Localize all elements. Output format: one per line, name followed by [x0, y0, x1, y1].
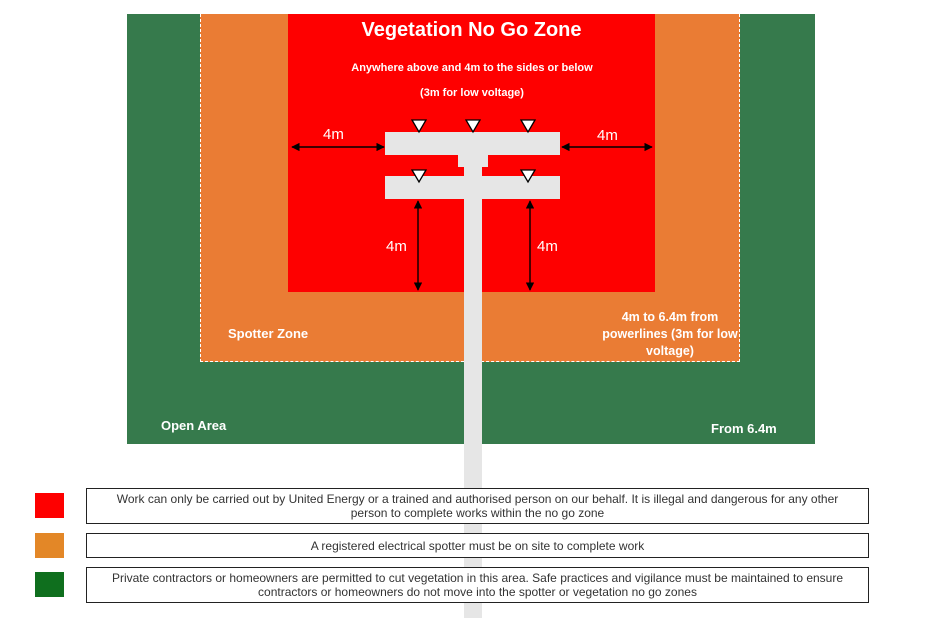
zone-subtitle: Anywhere above and 4m to the sides or below (3m for low voltage)	[351, 62, 593, 99]
legend-item-red: Work can only be carried out by United Energy or a trained and authorised person on our behalf. It is illegal and dangerous for any other person to complete works within the no go zone	[86, 488, 869, 524]
insulator-icon	[412, 170, 426, 182]
open-area-label: Open Area	[161, 418, 227, 433]
insulator-icon	[466, 120, 480, 132]
legend-item-green: Private contractors or homeowners are permitted to cut vegetation in this area. Safe practices and vigilance must be maintained to ensure contractors or homeowners do not move into the spotter or vegetation no go zones	[86, 567, 869, 603]
spotter-zone-label: Spotter Zone	[228, 326, 309, 341]
spotter-range-label: 4m to 6.4m from powerlines (3m for low voltage)	[602, 310, 738, 358]
left-dimension-label: 4m	[323, 126, 344, 143]
legend-swatch-red	[35, 493, 64, 518]
zone-title: Vegetation No Go Zone	[361, 19, 582, 41]
below-right-dimension-label: 4m	[537, 238, 558, 255]
legend-item-orange: A registered electrical spotter must be on site to complete work	[86, 533, 869, 558]
right-dimension-label: 4m	[597, 127, 618, 144]
insulator-icon	[521, 120, 535, 132]
open-range-label: From 6.4m	[711, 421, 777, 436]
legend-swatch-green	[35, 572, 64, 597]
insulator-icon	[521, 170, 535, 182]
legend-swatch-orange	[35, 533, 64, 558]
insulator-icon	[412, 120, 426, 132]
below-left-dimension-label: 4m	[386, 238, 407, 255]
